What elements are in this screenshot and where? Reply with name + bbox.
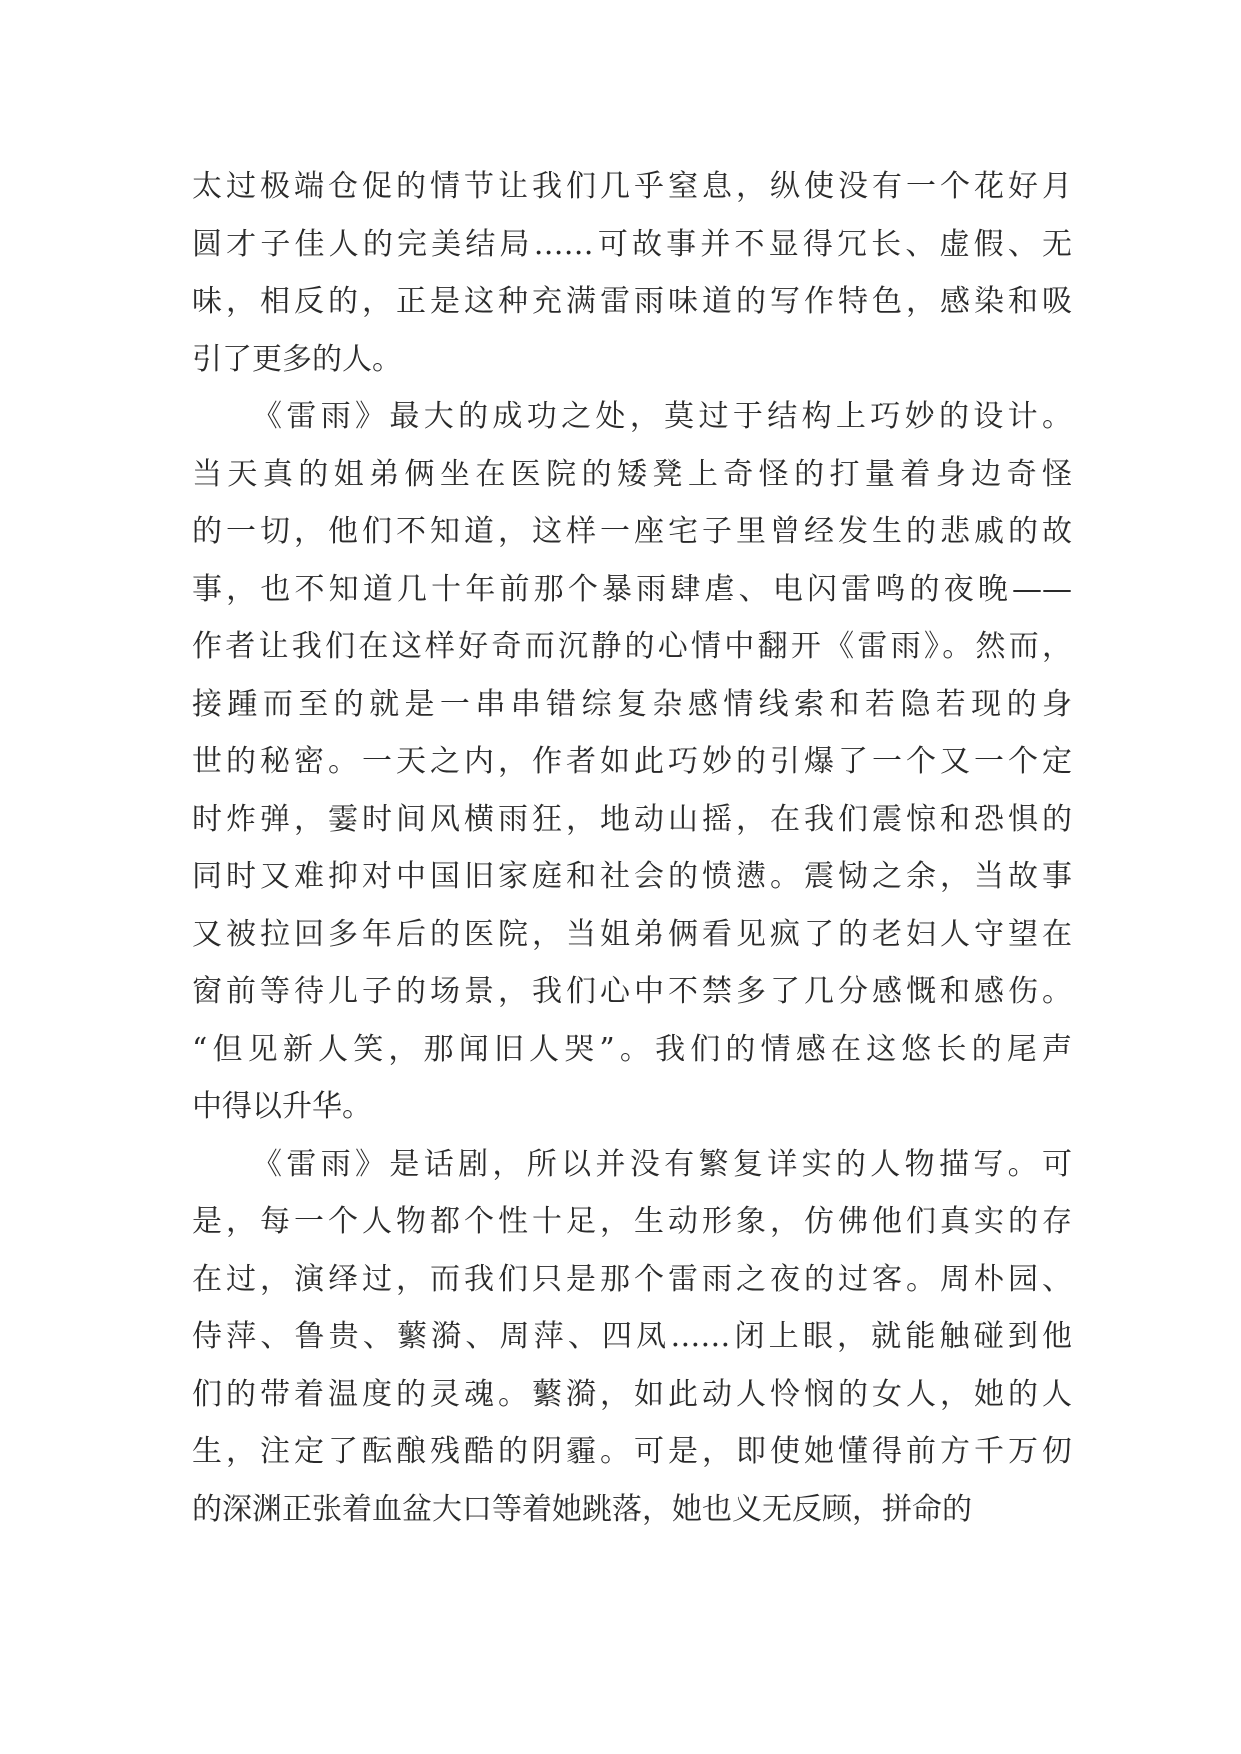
- text-line: 又被拉回多年后的医院，当姐弟俩看见疯了的老妇人守望在: [192, 916, 1072, 952]
- text-line: 作者让我们在这样好奇而沉静的心情中翻开《雷雨》。然而，: [192, 629, 1072, 664]
- text-line: 《雷雨》是话剧，所以并没有繁复详实的人物描写。可: [252, 1146, 1072, 1182]
- paragraph: [192, 1136, 1072, 1539]
- text-line: 世的秘密。一天之内，作者如此巧妙的引爆了一个又一个定: [192, 744, 1072, 779]
- text-line: 生，注定了酝酿残酷的阴霾。可是，即使她懂得前方千万仞: [192, 1434, 1072, 1469]
- text-line: 窗前等待儿子的场景，我们心中不禁多了几分感慨和感伤。: [192, 974, 1072, 1009]
- text-line: 当天真的姐弟俩坐在医院的矮凳上奇怪的打量着身边奇怪: [192, 456, 1072, 492]
- text-line: 是，每一个人物都个性十足，生动形象，仿佛他们真实的存: [192, 1204, 1072, 1239]
- text-line: 在过，演绎过，而我们只是那个雷雨之夜的过客。周朴园、: [192, 1261, 1072, 1297]
- text-line: 太过极端仓促的情节让我们几乎窒息，纵使没有一个花好月: [192, 169, 1072, 204]
- text-line: 的一切，他们不知道，这样一座宅子里曾经发生的悲戚的故: [192, 514, 1072, 549]
- text-line: 同时又难抑对中国旧家庭和社会的愤懑。震恸之余，当故事: [192, 859, 1072, 894]
- text-line: 引了更多的人。: [192, 341, 402, 377]
- text-line: 中得以升华。: [192, 1089, 372, 1124]
- paragraph: [192, 388, 1072, 1136]
- text-line: “但见新人笑，那闻旧人哭”。我们的情感在这悠长的尾声: [192, 1031, 1072, 1067]
- text-line: 事，也不知道几十年前那个暴雨肆虐、电闪雷鸣的夜晚——: [192, 571, 1072, 607]
- paragraph: [192, 158, 1072, 388]
- text-line: 的深渊正张着血盆大口等着她跳落，她也义无反顾，拼命的: [192, 1491, 972, 1527]
- text-line: 侍萍、鲁贵、蘩漪、周萍、四凤……闭上眼，就能触碰到他: [192, 1319, 1072, 1354]
- text-line: 圆才子佳人的完美结局……可故事并不显得冗长、虚假、无: [192, 226, 1072, 262]
- text-line: 接踵而至的就是一串串错综复杂感情线索和若隐若现的身: [192, 686, 1072, 722]
- text-line: 《雷雨》最大的成功之处，莫过于结构上巧妙的设计。: [252, 399, 1072, 434]
- text-line: 时炸弹，霎时间风横雨狂，地动山摇，在我们震惊和恐惧的: [192, 801, 1072, 837]
- text-line: 们的带着温度的灵魂。蘩漪，如此动人怜悯的女人，她的人: [192, 1376, 1072, 1412]
- body-text: [192, 158, 1072, 1538]
- text-line: 味，相反的，正是这种充满雷雨味道的写作特色，感染和吸: [192, 284, 1072, 319]
